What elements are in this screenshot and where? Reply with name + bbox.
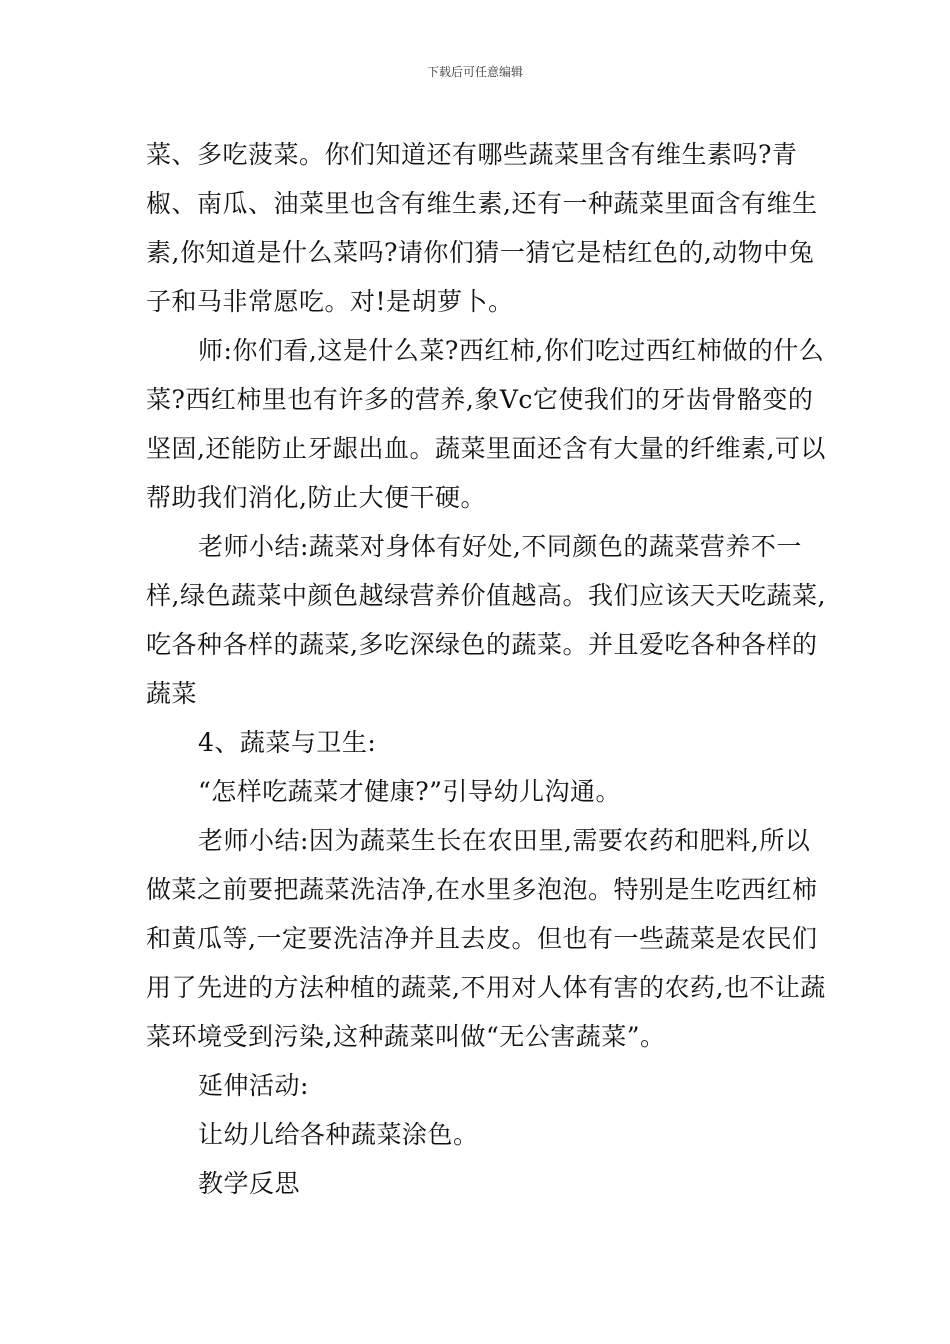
paragraph-coloring: 让幼儿给各种蔬菜涂色。 (198, 1120, 479, 1149)
paragraph-question: “怎样吃蔬菜才健康?”引导幼儿沟通。 (198, 777, 621, 806)
page-header: 下载后可任意编辑 (426, 65, 523, 79)
heading-extension-activity: 延伸活动: (198, 1071, 309, 1100)
paragraph-teacher-summary-2: 老师小结:因为蔬菜生长在农田里,需要农药和肥料,所以做菜之前要把蔬菜洗洁净,在水里多泡泡。特别是生吃西红柿和黄瓜等,一定要洗洁净并且去皮。但也有一些蔬菜是农民们用了先进的方法种植的蔬菜,不用对人体有害的农药,也不让蔬菜环境受到污染,这种蔬菜叫做“无公害蔬菜”。 (146, 826, 826, 1051)
document-body (146, 130, 826, 1208)
paragraph-teacher-summary-1: 老师小结:蔬菜对身体有好处,不同颜色的蔬菜营养不一样,绿色蔬菜中颜色越绿营养价值越高。我们应该天天吃蔬菜,吃各种各样的蔬菜,多吃深绿色的蔬菜。并且爱吃各种各样的蔬菜 (146, 532, 826, 708)
paragraph-continuation: 菜、多吃菠菜。你们知道还有哪些蔬菜里含有维生素吗?青椒、南瓜、油菜里也含有维生素,还有一种蔬菜里面含有维生素,你知道是什么菜吗?请你们猜一猜它是桔红色的,动物中兔子和马非常愿吃。对!是胡萝卜。 (146, 140, 818, 316)
section-heading-hygiene: 4、蔬菜与卫生: (198, 728, 377, 757)
heading-teaching-reflection: 教学反思 (198, 1169, 301, 1198)
paragraph-teacher-tomato: 师:你们看,这是什么菜?西红柿,你们吃过西红柿做的什么菜?西红柿里也有许多的营养,象Vc它使我们的牙齿骨骼变的坚固,还能防止牙龈出血。蔬菜里面还含有大量的纤维素,可以帮助我们消化,防止大便干硬。 (146, 336, 826, 512)
